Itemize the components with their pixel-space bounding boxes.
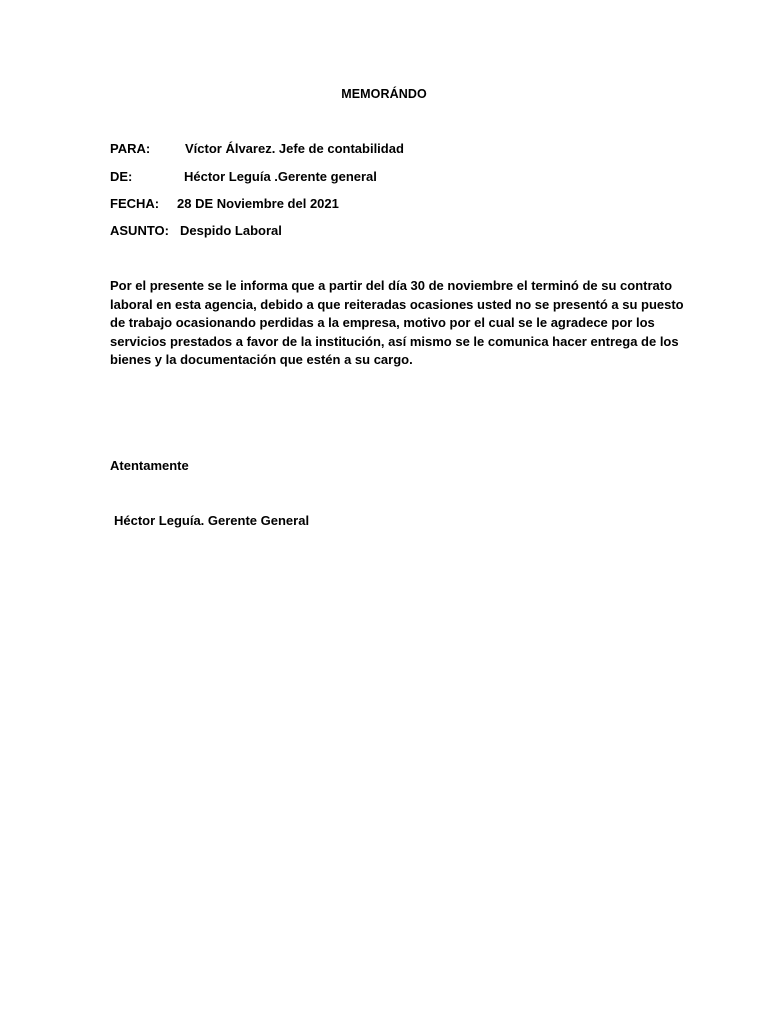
memo-body <box>110 277 684 370</box>
de-label: DE: <box>110 169 133 184</box>
closing-text: Atentamente <box>110 458 189 473</box>
para-label: PARA: <box>110 141 151 156</box>
fecha-field <box>110 196 339 211</box>
signature-line: Héctor Leguía. Gerente General <box>114 513 310 528</box>
body-line: Por el presente se le informa que a partir del día 30 de noviembre el terminó de su contrato <box>110 278 673 293</box>
asunto-value: Despido Laboral <box>180 223 282 238</box>
memo-title: MEMORÁNDO <box>341 87 427 101</box>
de-value: Héctor Leguía .Gerente general <box>184 169 377 184</box>
de-field <box>110 169 377 184</box>
body-line: bienes y la documentación que estén a su cargo. <box>110 352 413 367</box>
body-line: servicios prestados a favor de la institución, así mismo se le comunica hacer entrega de los <box>110 333 679 349</box>
body-line: laboral en esta agencia, debido a que reiteradas ocasiones usted no se presentó a su puesto <box>110 296 684 312</box>
asunto-field <box>110 223 282 238</box>
para-field <box>110 141 404 156</box>
para-value: Víctor Álvarez. Jefe de contabilidad <box>185 141 404 156</box>
body-line: de trabajo ocasionando perdidas a la empresa, motivo por el cual se le agradece por los <box>110 315 655 330</box>
fecha-value: 28 DE Noviembre del 2021 <box>177 196 339 211</box>
fecha-label: FECHA: <box>110 196 160 211</box>
asunto-label: ASUNTO: <box>110 223 169 238</box>
